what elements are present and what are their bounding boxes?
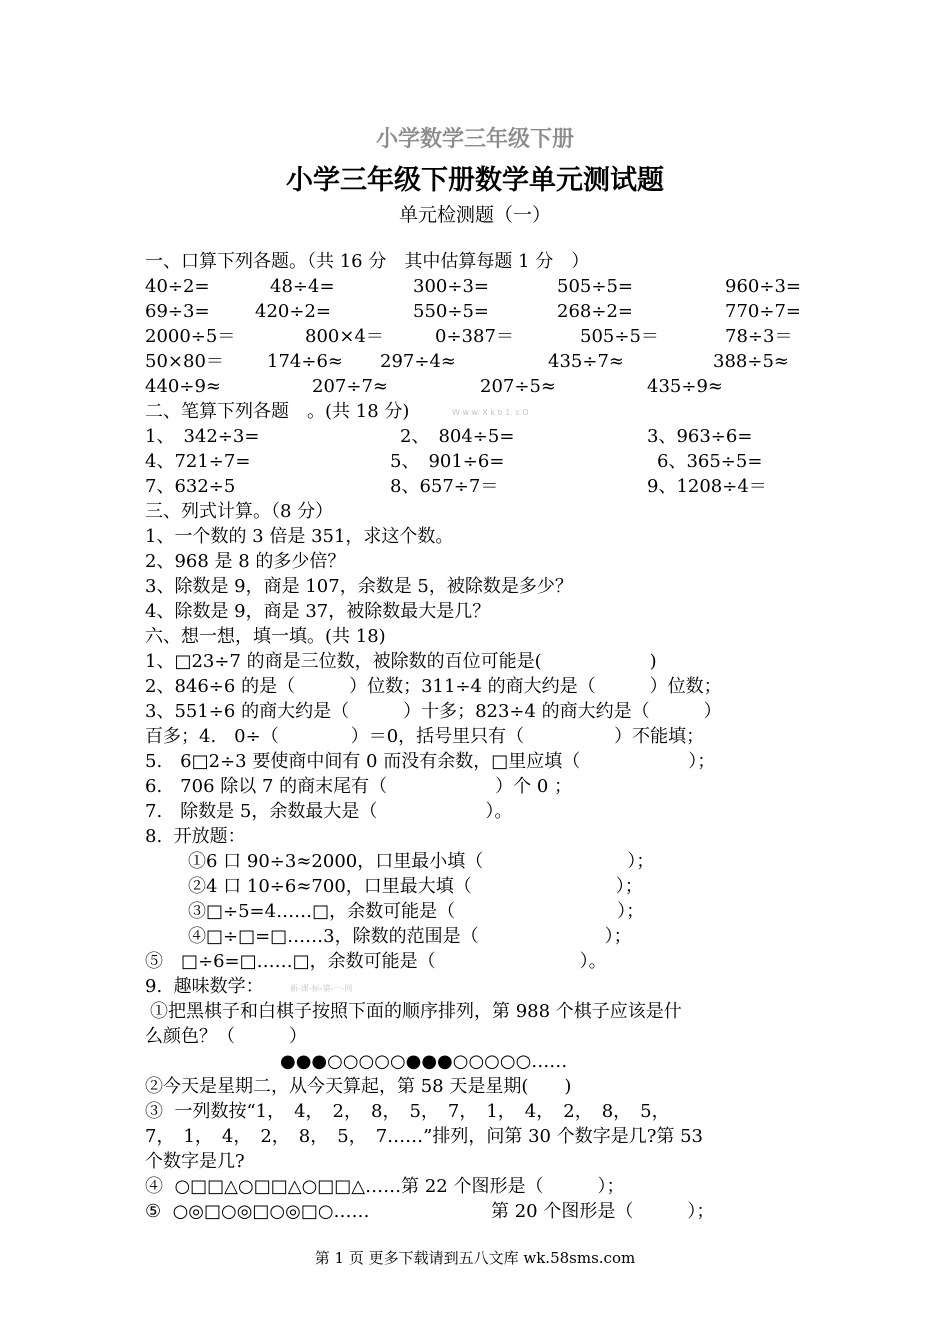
problem: 69÷3= — [145, 301, 210, 322]
problem: 78÷3＝ — [725, 326, 793, 347]
open-item-2: ②4 口 10÷6≈700，口里最大填（ ）； — [188, 876, 643, 897]
section3-item-2: 2、968 是 8 的多少倍？ — [145, 551, 346, 572]
fun-q5-shapes: ⑤ ○◎□○◎□○◎□○…… — [145, 1201, 370, 1222]
section6-item-3: 3、551÷6 的商大约是（ ）十多；823÷4 的商大约是（ ） — [145, 701, 722, 722]
problem: 207÷5≈ — [480, 376, 556, 397]
section1-row-2 — [145, 299, 815, 324]
problem: 297÷4≈ — [380, 351, 456, 372]
fun-q1-line2: 么颜色？（ ） — [145, 1026, 307, 1047]
problem: 7、632÷5 — [145, 476, 236, 497]
main-title: 小学三年级下册数学单元测试题 — [286, 165, 664, 196]
problem: 2000÷5＝ — [145, 326, 236, 347]
section3-heading: 三、列式计算。（8 分） — [145, 501, 334, 522]
problem: 505÷5= — [557, 276, 633, 297]
problem: 388÷5≈ — [713, 351, 789, 372]
problem: 8、657÷7＝ — [390, 476, 499, 497]
problem: 6、365÷5= — [657, 451, 763, 472]
problem: 770÷7= — [725, 301, 801, 322]
section1-row-4 — [145, 349, 815, 374]
problem: 1、 342÷3= — [145, 426, 260, 447]
open-item-3: ③□÷5=4……□，余数可能是（ ）； — [188, 901, 645, 922]
fun-q3-line3: 个数字是几? — [145, 1151, 245, 1172]
fun-q3-line2: 7， 1， 4， 2， 8， 5， 7……”排列，问第 30 个数字是几?第 53 — [145, 1126, 703, 1147]
section1-row-5 — [145, 374, 815, 399]
problem: 174÷6≈ — [267, 351, 343, 372]
open-item-5: ⑤ □÷6=□……□，余数可能是（ ）。 — [145, 951, 607, 972]
section1-heading: 一、口算下列各题。（共 16 分 其中估算每题 1 分 ） — [145, 251, 590, 272]
problem: 40÷2= — [145, 276, 210, 297]
open-item-1: ①6 口 90÷3≈2000，口里最小填（ ）； — [188, 851, 655, 872]
problem: 800×4＝ — [305, 326, 384, 347]
problem: 440÷9≈ — [145, 376, 221, 397]
section6-item-6: 6. 706 除以 7 的商末尾有（ ）个 0 ； — [145, 776, 573, 797]
problem: 420÷2= — [255, 301, 331, 322]
problem: 3、963÷6= — [647, 426, 753, 447]
problem: 435÷9≈ — [647, 376, 723, 397]
watermark-text: 新-课-标-第-一-网 — [290, 984, 353, 993]
section3-item-4: 4、除数是 9，商是 37，被除数最大是几？ — [145, 601, 491, 622]
watermark-text: W w w. X k b 1. c O — [452, 408, 529, 417]
problem: 300÷3= — [413, 276, 489, 297]
section6-item-8: 8. 开放题： — [145, 826, 246, 847]
fun-q1-line1: ①把黑棋子和白棋子按照下面的顺序排列，第 988 个棋子应该是什 — [150, 1001, 682, 1022]
section9-heading: 9. 趣味数学： — [145, 976, 264, 997]
problem: 5、 901÷6= — [390, 451, 505, 472]
section6-item-5: 5. 6□2÷3 要使商中间有 0 而没有余数，□里应填（ ）； — [145, 751, 716, 772]
section2-heading: 二、笔算下列各题 。(共 18 分) — [145, 401, 410, 422]
section2-row-1 — [145, 424, 815, 449]
section2-row-2 — [145, 449, 815, 474]
section6-item-2: 2、846÷6 的是（ ）位数；311÷4 的商大约是（ ）位数； — [145, 676, 722, 697]
section6-heading: 六、想一想，填一填。(共 18) — [145, 626, 386, 647]
section3-item-1: 1、一个数的 3 倍是 351，求这个数。 — [145, 526, 454, 547]
problem: 4、721÷7= — [145, 451, 251, 472]
section6-item-7: 7. 除数是 5，余数最大是（ ）。 — [145, 801, 513, 822]
problem: 0÷387＝ — [435, 326, 514, 347]
problem: 2、 804÷5= — [400, 426, 515, 447]
section3-item-3: 3、除数是 9，商是 107，余数是 5，被除数是多少？ — [145, 576, 573, 597]
section6-item-1: 1、□23÷7 的商是三位数，被除数的百位可能是( ) — [145, 651, 657, 672]
problem: 435÷7≈ — [548, 351, 624, 372]
problem: 268÷2= — [557, 301, 633, 322]
section6-item-3-cont: 百多；4. 0÷（ ）＝0，括号里只有（ ）不能填； — [145, 726, 705, 747]
section2-row-3 — [145, 474, 815, 499]
problem: 9、1208÷4＝ — [647, 476, 767, 497]
problem: 48÷4= — [270, 276, 335, 297]
section1-row-3 — [145, 324, 815, 349]
problem: 960÷3= — [725, 276, 801, 297]
problem: 50×80＝ — [145, 351, 224, 372]
fun-q5 — [145, 1199, 815, 1224]
section1-row-1 — [145, 274, 815, 299]
problem: 505÷5＝ — [580, 326, 659, 347]
fun-q3-line1: ③ 一列数按“1， 4， 2， 8， 5， 7， 1， 4， 2， 8， 5， — [145, 1101, 670, 1122]
problem: 550÷5= — [413, 301, 489, 322]
problem: 207÷7≈ — [312, 376, 388, 397]
open-item-4: ④□÷□=□……3，除数的范围是（ ）； — [188, 926, 632, 947]
page-footer: 第 1 页 更多下载请到五八文库 wk.58sms.com — [314, 1249, 636, 1267]
fun-q5-question: 第 20 个图形是（ ）； — [491, 1201, 715, 1222]
chess-pattern: ●●●○○○○○●●●○○○○○…… — [280, 1051, 568, 1072]
fun-q4: ④ ○□□△○□□△○□□△……第 22 个图形是（ ）； — [145, 1176, 625, 1197]
fun-q2: ②今天是星期二，从今天算起，第 58 天是星期( ) — [145, 1076, 572, 1097]
top-title: 小学数学三年级下册 — [375, 127, 574, 152]
subtitle: 单元检测题（一） — [398, 204, 551, 226]
